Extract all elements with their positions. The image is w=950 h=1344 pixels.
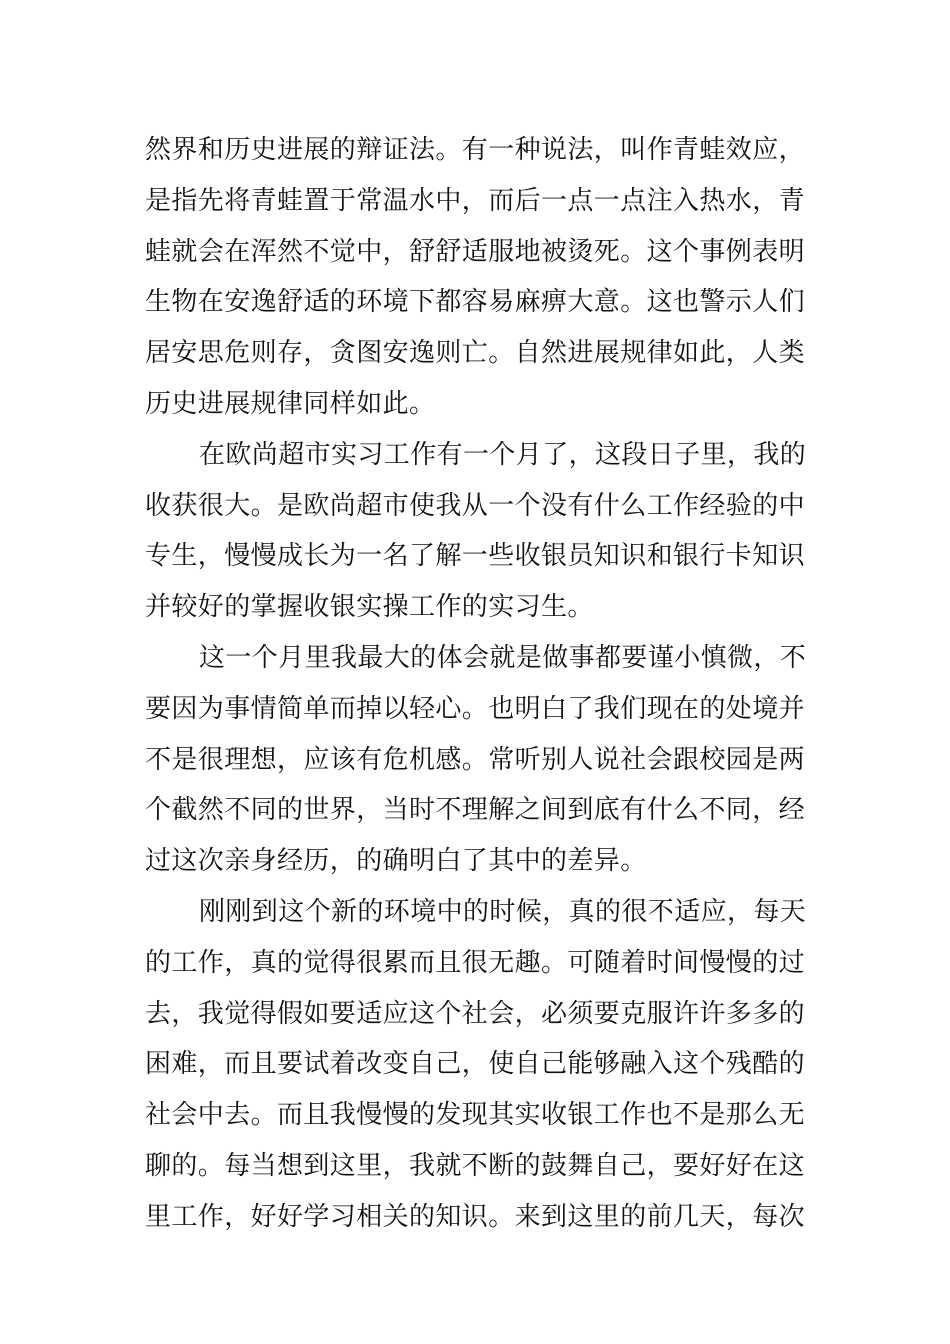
- text-line: 并较好的掌握收银实操工作的实习生。: [145, 592, 594, 623]
- text-line: 然界和历史进展的辩证法。有一种说法，叫作青蛙效应，: [145, 135, 806, 165]
- text-line: 过这次亲身经历，的确明白了其中的差异。: [145, 846, 647, 877]
- text-line: 收获很大。是欧尚超市使我从一个没有什么工作经验的中: [145, 490, 806, 521]
- text-line: 社会中去。而且我慢慢的发现其实收银工作也不是那么无: [145, 1100, 806, 1131]
- text-line: 聊的。每当想到这里，我就不断的鼓舞自己，要好好在这: [145, 1150, 806, 1181]
- text-line: 是指先将青蛙置于常温水中，而后一点一点注入热水，青: [145, 185, 806, 216]
- text-line: 里工作，好好学习相关的知识。来到这里的前几天，每次: [145, 1201, 806, 1232]
- text-line: 蛙就会在浑然不觉中，舒舒适服地被烫死。这个事例表明: [145, 236, 806, 267]
- text-line: 这一个月里我最大的体会就是做事都要谨小慎微，不: [199, 642, 807, 673]
- body-text: [145, 125, 815, 1243]
- text-line: 要因为事情简单而掉以轻心。也明白了我们现在的处境并: [145, 693, 806, 724]
- text-line: 在欧尚超市实习工作有一个月了，这段日子里，我的: [199, 439, 807, 470]
- text-line: 刚刚到这个新的环境中的时候，真的很不适应，每天: [199, 896, 807, 927]
- text-line: 困难，而且要试着改变自己，使自己能够融入这个残酷的: [145, 1049, 806, 1080]
- text-line: 生物在安逸舒适的环境下都容易麻痹大意。这也警示人们: [145, 287, 806, 318]
- text-line: 居安思危则存，贪图安逸则亡。自然进展规律如此，人类: [145, 338, 806, 369]
- text-line: 不是很理想，应该有危机感。常听别人说社会跟校园是两: [145, 744, 806, 775]
- text-line: 个截然不同的世界，当时不理解之间到底有什么不同，经: [145, 795, 806, 826]
- text-line: 专生，慢慢成长为一名了解一些收银员知识和银行卡知识: [145, 541, 806, 572]
- text-line: 的工作，真的觉得很累而且很无趣。可随着时间慢慢的过: [145, 947, 806, 978]
- text-line: 去，我觉得假如要适应这个社会，必须要克服许许多多的: [145, 998, 806, 1029]
- text-line: 历史进展规律同样如此。: [145, 388, 436, 419]
